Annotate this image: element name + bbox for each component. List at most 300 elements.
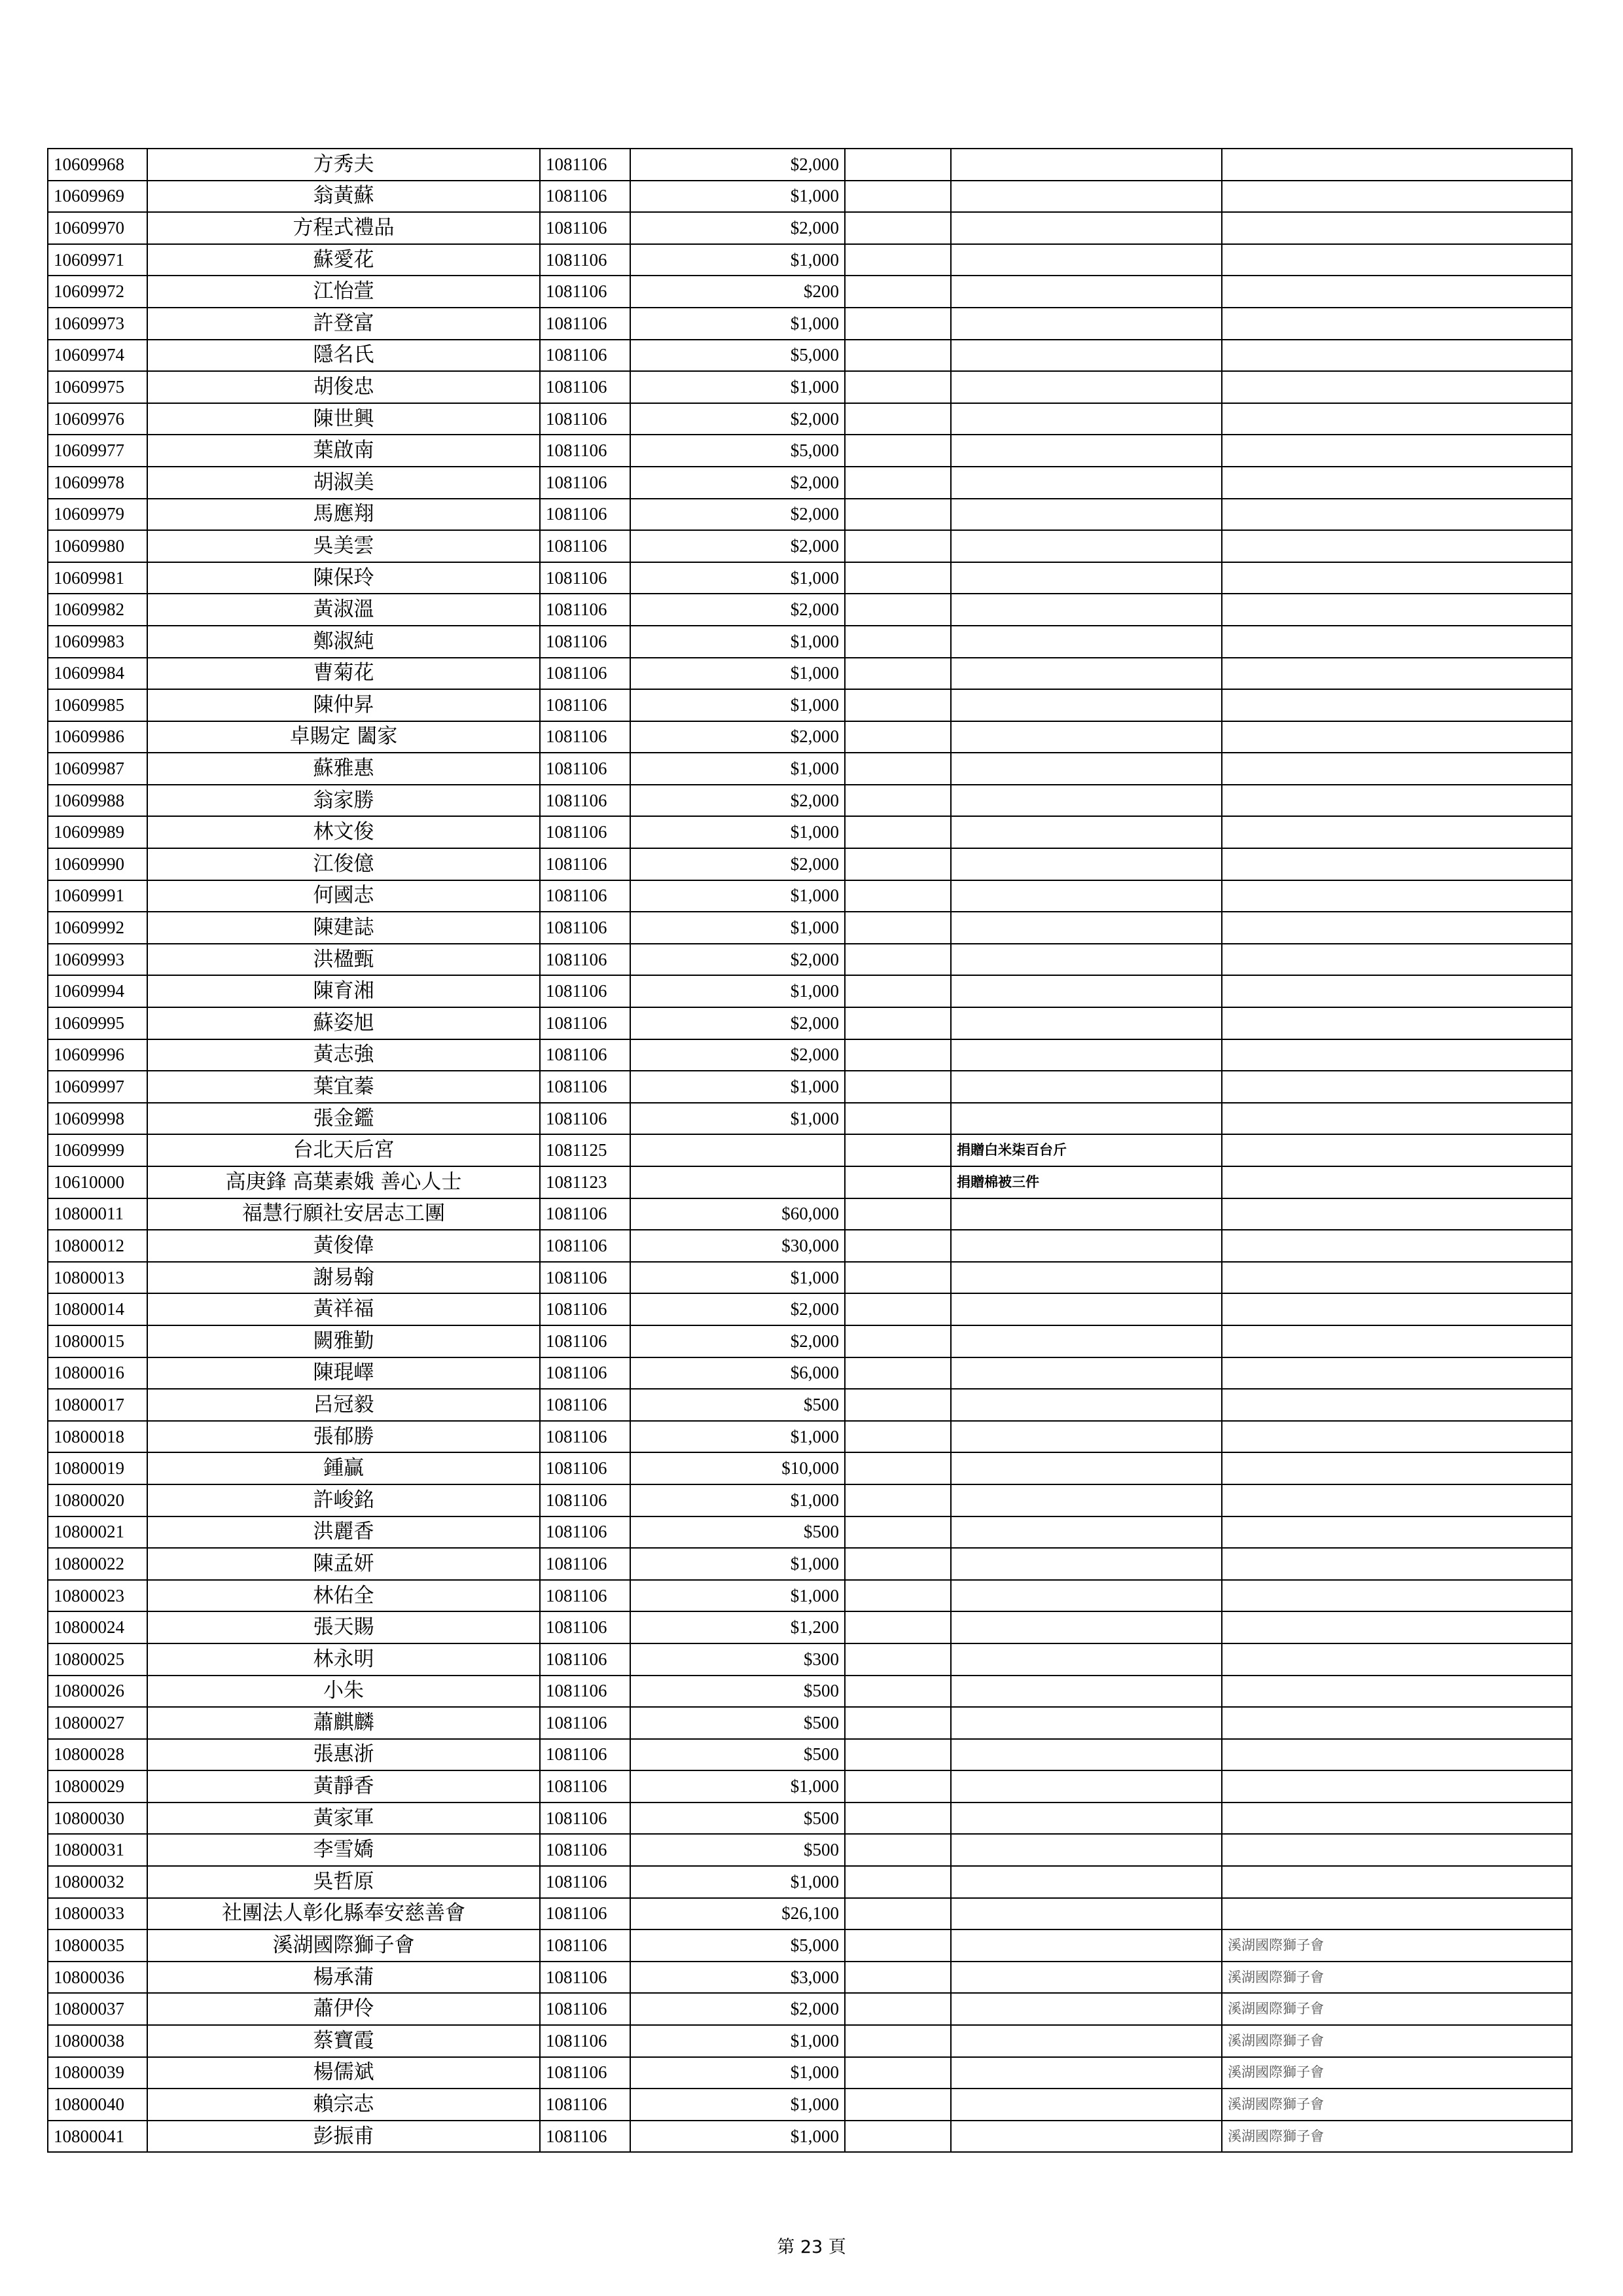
receipt-number-cell: 10609976 bbox=[48, 403, 147, 435]
donation-date-cell: 1081106 bbox=[540, 244, 630, 276]
blank-cell bbox=[845, 1389, 951, 1421]
remark-cell bbox=[1222, 1548, 1572, 1580]
blank-cell bbox=[845, 244, 951, 276]
receipt-number-cell: 10800025 bbox=[48, 1643, 147, 1676]
donor-name-cell: 蘇愛花 bbox=[147, 244, 540, 276]
remark-cell bbox=[1222, 626, 1572, 658]
in-kind-donation-cell bbox=[951, 371, 1222, 403]
in-kind-donation-cell bbox=[951, 1898, 1222, 1930]
donor-name-cell: 蕭麒麟 bbox=[147, 1707, 540, 1739]
blank-cell bbox=[845, 1770, 951, 1803]
in-kind-donation-cell bbox=[951, 816, 1222, 848]
table-row bbox=[48, 1643, 1572, 1676]
donation-amount-cell: $1,000 bbox=[630, 1866, 845, 1898]
receipt-number-cell: 10800036 bbox=[48, 1962, 147, 1994]
donor-name-cell: 胡俊忠 bbox=[147, 371, 540, 403]
in-kind-donation-cell bbox=[951, 530, 1222, 562]
donation-amount-cell: $500 bbox=[630, 1803, 845, 1835]
donation-amount-cell: $2,000 bbox=[630, 530, 845, 562]
remark-cell bbox=[1222, 944, 1572, 976]
receipt-number-cell: 10609983 bbox=[48, 626, 147, 658]
donor-name-cell: 曹菊花 bbox=[147, 658, 540, 690]
table-row bbox=[48, 1770, 1572, 1803]
donor-name-cell: 黃祥福 bbox=[147, 1293, 540, 1325]
receipt-number-cell: 10609969 bbox=[48, 181, 147, 213]
in-kind-donation-cell bbox=[951, 1452, 1222, 1484]
donation-date-cell: 1081106 bbox=[540, 658, 630, 690]
receipt-number-cell: 10610000 bbox=[48, 1166, 147, 1198]
table-row bbox=[48, 340, 1572, 372]
remark-cell bbox=[1222, 1262, 1572, 1294]
in-kind-donation-cell bbox=[951, 1198, 1222, 1230]
donation-date-cell: 1081106 bbox=[540, 276, 630, 308]
remark-cell bbox=[1222, 1166, 1572, 1198]
remark-cell bbox=[1222, 1293, 1572, 1325]
in-kind-donation-cell bbox=[951, 2121, 1222, 2153]
blank-cell bbox=[845, 1739, 951, 1771]
blank-cell bbox=[845, 1993, 951, 2025]
receipt-number-cell: 10800011 bbox=[48, 1198, 147, 1230]
donation-date-cell: 1081106 bbox=[540, 1262, 630, 1294]
blank-cell bbox=[845, 1643, 951, 1676]
donation-amount-cell: $1,000 bbox=[630, 2089, 845, 2121]
in-kind-donation-cell bbox=[951, 1389, 1222, 1421]
table-row bbox=[48, 975, 1572, 1007]
donation-date-cell: 1081106 bbox=[540, 1962, 630, 1994]
receipt-number-cell: 10800038 bbox=[48, 2025, 147, 2057]
receipt-number-cell: 10800031 bbox=[48, 1834, 147, 1866]
donor-name-cell: 張天賜 bbox=[147, 1611, 540, 1643]
blank-cell bbox=[845, 435, 951, 467]
table-row bbox=[48, 1834, 1572, 1866]
blank-cell bbox=[845, 1898, 951, 1930]
in-kind-donation-cell bbox=[951, 1611, 1222, 1643]
blank-cell bbox=[845, 1262, 951, 1294]
table-row bbox=[48, 594, 1572, 626]
donation-date-cell: 1081106 bbox=[540, 848, 630, 880]
in-kind-donation-cell bbox=[951, 594, 1222, 626]
remark-cell: 溪湖國際獅子會 bbox=[1222, 2089, 1572, 2121]
remark-cell bbox=[1222, 435, 1572, 467]
remark-cell bbox=[1222, 1230, 1572, 1262]
in-kind-donation-cell bbox=[951, 562, 1222, 594]
donation-date-cell: 1081106 bbox=[540, 1389, 630, 1421]
table-row bbox=[48, 721, 1572, 753]
blank-cell bbox=[845, 1071, 951, 1103]
donor-name-cell: 蔡寶霞 bbox=[147, 2025, 540, 2057]
blank-cell bbox=[845, 2121, 951, 2153]
donor-name-cell: 賴宗志 bbox=[147, 2089, 540, 2121]
donor-name-cell: 陳世興 bbox=[147, 403, 540, 435]
table-row bbox=[48, 467, 1572, 499]
donation-date-cell: 1081106 bbox=[540, 975, 630, 1007]
donation-amount-cell: $1,000 bbox=[630, 1580, 845, 1612]
donation-amount-cell: $1,000 bbox=[630, 371, 845, 403]
blank-cell bbox=[845, 1962, 951, 1994]
table-row bbox=[48, 689, 1572, 721]
in-kind-donation-cell bbox=[951, 1739, 1222, 1771]
remark-cell bbox=[1222, 975, 1572, 1007]
table-row bbox=[48, 499, 1572, 531]
table-row bbox=[48, 1071, 1572, 1103]
table-row bbox=[48, 880, 1572, 912]
donation-amount-cell: $500 bbox=[630, 1676, 845, 1708]
blank-cell bbox=[845, 1611, 951, 1643]
in-kind-donation-cell bbox=[951, 1866, 1222, 1898]
donation-amount-cell: $1,000 bbox=[630, 1262, 845, 1294]
in-kind-donation-cell bbox=[951, 2025, 1222, 2057]
in-kind-donation-cell bbox=[951, 1325, 1222, 1357]
donor-name-cell: 江怡萱 bbox=[147, 276, 540, 308]
in-kind-donation-cell bbox=[951, 340, 1222, 372]
blank-cell bbox=[845, 2089, 951, 2121]
donor-name-cell: 許登富 bbox=[147, 308, 540, 340]
in-kind-donation-cell bbox=[951, 1039, 1222, 1071]
donation-date-cell: 1081106 bbox=[540, 212, 630, 244]
donor-name-cell: 胡淑美 bbox=[147, 467, 540, 499]
donation-date-cell: 1081106 bbox=[540, 530, 630, 562]
remark-cell bbox=[1222, 1834, 1572, 1866]
donation-amount-cell: $1,000 bbox=[630, 658, 845, 690]
donation-amount-cell: $1,000 bbox=[630, 753, 845, 785]
blank-cell bbox=[845, 1580, 951, 1612]
table-row bbox=[48, 1993, 1572, 2025]
donation-amount-cell: $500 bbox=[630, 1516, 845, 1549]
donor-name-cell: 闕雅勤 bbox=[147, 1325, 540, 1357]
donation-amount-cell: $1,000 bbox=[630, 1770, 845, 1803]
donation-date-cell: 1081106 bbox=[540, 1834, 630, 1866]
in-kind-donation-cell bbox=[951, 1580, 1222, 1612]
donation-ledger-table bbox=[47, 148, 1573, 2153]
in-kind-donation-cell bbox=[951, 276, 1222, 308]
remark-cell bbox=[1222, 244, 1572, 276]
receipt-number-cell: 10800014 bbox=[48, 1293, 147, 1325]
receipt-number-cell: 10609987 bbox=[48, 753, 147, 785]
donation-amount-cell: $500 bbox=[630, 1389, 845, 1421]
donation-date-cell: 1081106 bbox=[540, 912, 630, 944]
blank-cell bbox=[845, 1516, 951, 1549]
receipt-number-cell: 10800035 bbox=[48, 1929, 147, 1962]
blank-cell bbox=[845, 848, 951, 880]
receipt-number-cell: 10800017 bbox=[48, 1389, 147, 1421]
blank-cell bbox=[845, 689, 951, 721]
blank-cell bbox=[845, 1166, 951, 1198]
remark-cell bbox=[1222, 1039, 1572, 1071]
receipt-number-cell: 10609997 bbox=[48, 1071, 147, 1103]
receipt-number-cell: 10609970 bbox=[48, 212, 147, 244]
table-row bbox=[48, 626, 1572, 658]
donation-amount-cell: $1,000 bbox=[630, 1421, 845, 1453]
donation-date-cell: 1081106 bbox=[540, 1007, 630, 1039]
receipt-number-cell: 10609988 bbox=[48, 785, 147, 817]
donation-amount-cell: $2,000 bbox=[630, 212, 845, 244]
blank-cell bbox=[845, 1293, 951, 1325]
in-kind-donation-cell bbox=[951, 658, 1222, 690]
in-kind-donation-cell bbox=[951, 1516, 1222, 1549]
remark-cell bbox=[1222, 1071, 1572, 1103]
donation-amount-cell: $1,000 bbox=[630, 1484, 845, 1516]
blank-cell bbox=[845, 1134, 951, 1166]
donation-amount-cell: $1,000 bbox=[630, 975, 845, 1007]
table-row bbox=[48, 1007, 1572, 1039]
in-kind-donation-cell bbox=[951, 403, 1222, 435]
table-row bbox=[48, 212, 1572, 244]
receipt-number-cell: 10609978 bbox=[48, 467, 147, 499]
table-row bbox=[48, 785, 1572, 817]
blank-cell bbox=[845, 1103, 951, 1135]
donor-name-cell: 黃淑溫 bbox=[147, 594, 540, 626]
donor-name-cell: 楊儒斌 bbox=[147, 2057, 540, 2089]
donation-amount-cell: $1,000 bbox=[630, 1071, 845, 1103]
donor-name-cell: 高庚鋒 高葉素娥 善心人士 bbox=[147, 1166, 540, 1198]
donor-name-cell: 吳美雲 bbox=[147, 530, 540, 562]
donation-date-cell: 1081106 bbox=[540, 1516, 630, 1549]
donation-amount-cell: $2,000 bbox=[630, 594, 845, 626]
ledger-body bbox=[48, 149, 1572, 2152]
donor-name-cell: 陳保玲 bbox=[147, 562, 540, 594]
blank-cell bbox=[845, 276, 951, 308]
table-row bbox=[48, 1230, 1572, 1262]
donation-amount-cell: $26,100 bbox=[630, 1898, 845, 1930]
in-kind-donation-cell bbox=[951, 1357, 1222, 1390]
in-kind-donation-cell bbox=[951, 721, 1222, 753]
donation-date-cell: 1081106 bbox=[540, 1739, 630, 1771]
receipt-number-cell: 10609986 bbox=[48, 721, 147, 753]
receipt-number-cell: 10800033 bbox=[48, 1898, 147, 1930]
remark-cell bbox=[1222, 848, 1572, 880]
table-row bbox=[48, 371, 1572, 403]
blank-cell bbox=[845, 1676, 951, 1708]
blank-cell bbox=[845, 944, 951, 976]
remark-cell bbox=[1222, 689, 1572, 721]
receipt-number-cell: 10609990 bbox=[48, 848, 147, 880]
donation-amount-cell: $2,000 bbox=[630, 1993, 845, 2025]
blank-cell bbox=[845, 340, 951, 372]
donor-name-cell: 江俊億 bbox=[147, 848, 540, 880]
donor-name-cell: 葉啟南 bbox=[147, 435, 540, 467]
donor-name-cell: 翁家勝 bbox=[147, 785, 540, 817]
remark-cell bbox=[1222, 912, 1572, 944]
donation-amount-cell: $2,000 bbox=[630, 1325, 845, 1357]
table-row bbox=[48, 848, 1572, 880]
blank-cell bbox=[845, 753, 951, 785]
in-kind-donation-cell bbox=[951, 1103, 1222, 1135]
receipt-number-cell: 10800012 bbox=[48, 1230, 147, 1262]
in-kind-donation-cell bbox=[951, 1834, 1222, 1866]
blank-cell bbox=[845, 785, 951, 817]
receipt-number-cell: 10609982 bbox=[48, 594, 147, 626]
donation-amount-cell: $500 bbox=[630, 1707, 845, 1739]
donation-date-cell: 1081106 bbox=[540, 753, 630, 785]
donor-name-cell: 呂冠毅 bbox=[147, 1389, 540, 1421]
donation-amount-cell: $2,000 bbox=[630, 499, 845, 531]
receipt-number-cell: 10800019 bbox=[48, 1452, 147, 1484]
donation-amount-cell: $500 bbox=[630, 1739, 845, 1771]
blank-cell bbox=[845, 1007, 951, 1039]
donation-date-cell: 1081106 bbox=[540, 816, 630, 848]
receipt-number-cell: 10800029 bbox=[48, 1770, 147, 1803]
donor-name-cell: 陳仲昇 bbox=[147, 689, 540, 721]
remark-cell bbox=[1222, 785, 1572, 817]
donation-amount-cell: $60,000 bbox=[630, 1198, 845, 1230]
blank-cell bbox=[845, 181, 951, 213]
donor-name-cell: 蕭伊伶 bbox=[147, 1993, 540, 2025]
table-row bbox=[48, 944, 1572, 976]
receipt-number-cell: 10800020 bbox=[48, 1484, 147, 1516]
remark-cell bbox=[1222, 1421, 1572, 1453]
donation-date-cell: 1081106 bbox=[540, 1611, 630, 1643]
table-row bbox=[48, 1134, 1572, 1166]
donation-date-cell: 1081106 bbox=[540, 467, 630, 499]
table-row bbox=[48, 1293, 1572, 1325]
donor-name-cell: 林永明 bbox=[147, 1643, 540, 1676]
receipt-number-cell: 10609975 bbox=[48, 371, 147, 403]
table-row bbox=[48, 753, 1572, 785]
remark-cell bbox=[1222, 530, 1572, 562]
donation-date-cell: 1081106 bbox=[540, 785, 630, 817]
donation-date-cell: 1081106 bbox=[540, 1230, 630, 1262]
remark-cell bbox=[1222, 1325, 1572, 1357]
donation-amount-cell: $1,000 bbox=[630, 2057, 845, 2089]
donation-amount-cell: $2,000 bbox=[630, 467, 845, 499]
remark-cell bbox=[1222, 1198, 1572, 1230]
donation-date-cell: 1081106 bbox=[540, 2089, 630, 2121]
donor-name-cell: 洪楹甄 bbox=[147, 944, 540, 976]
in-kind-donation-cell bbox=[951, 1007, 1222, 1039]
in-kind-donation-cell bbox=[951, 435, 1222, 467]
donation-date-cell: 1081123 bbox=[540, 1166, 630, 1198]
table-row bbox=[48, 1452, 1572, 1484]
donation-date-cell: 1081106 bbox=[540, 499, 630, 531]
donation-date-cell: 1081106 bbox=[540, 2121, 630, 2153]
in-kind-donation-cell bbox=[951, 785, 1222, 817]
donor-name-cell: 黃家軍 bbox=[147, 1803, 540, 1835]
donation-date-cell: 1081106 bbox=[540, 1770, 630, 1803]
blank-cell bbox=[845, 149, 951, 181]
donation-date-cell: 1081106 bbox=[540, 1071, 630, 1103]
blank-cell bbox=[845, 212, 951, 244]
remark-cell bbox=[1222, 1898, 1572, 1930]
donor-name-cell: 鄭淑純 bbox=[147, 626, 540, 658]
remark-cell bbox=[1222, 212, 1572, 244]
table-row bbox=[48, 1357, 1572, 1390]
table-row bbox=[48, 658, 1572, 690]
remark-cell: 溪湖國際獅子會 bbox=[1222, 1993, 1572, 2025]
table-row bbox=[48, 2121, 1572, 2153]
receipt-number-cell: 10800030 bbox=[48, 1803, 147, 1835]
table-row bbox=[48, 816, 1572, 848]
table-row bbox=[48, 1580, 1572, 1612]
in-kind-donation-cell bbox=[951, 1293, 1222, 1325]
receipt-number-cell: 10609972 bbox=[48, 276, 147, 308]
in-kind-donation-cell bbox=[951, 1643, 1222, 1676]
donor-name-cell: 洪麗香 bbox=[147, 1516, 540, 1549]
remark-cell bbox=[1222, 1134, 1572, 1166]
in-kind-donation-cell bbox=[951, 181, 1222, 213]
blank-cell bbox=[845, 1707, 951, 1739]
in-kind-donation-cell bbox=[951, 626, 1222, 658]
table-row bbox=[48, 308, 1572, 340]
donation-amount-cell: $2,000 bbox=[630, 785, 845, 817]
table-row bbox=[48, 912, 1572, 944]
donation-amount-cell: $2,000 bbox=[630, 1007, 845, 1039]
donation-date-cell: 1081106 bbox=[540, 435, 630, 467]
donation-amount-cell: $2,000 bbox=[630, 721, 845, 753]
donation-date-cell: 1081106 bbox=[540, 1803, 630, 1835]
donor-name-cell: 吳哲原 bbox=[147, 1866, 540, 1898]
blank-cell bbox=[845, 1834, 951, 1866]
donor-name-cell: 黃俊偉 bbox=[147, 1230, 540, 1262]
donor-name-cell: 陳琨嶧 bbox=[147, 1357, 540, 1390]
in-kind-donation-cell bbox=[951, 848, 1222, 880]
donation-date-cell: 1081106 bbox=[540, 1580, 630, 1612]
donor-name-cell: 謝易翰 bbox=[147, 1262, 540, 1294]
donor-name-cell: 社團法人彰化縣奉安慈善會 bbox=[147, 1898, 540, 1930]
remark-cell bbox=[1222, 1739, 1572, 1771]
blank-cell bbox=[845, 371, 951, 403]
receipt-number-cell: 10800028 bbox=[48, 1739, 147, 1771]
remark-cell bbox=[1222, 1580, 1572, 1612]
donation-date-cell: 1081106 bbox=[540, 1452, 630, 1484]
receipt-number-cell: 10609985 bbox=[48, 689, 147, 721]
in-kind-donation-cell bbox=[951, 499, 1222, 531]
receipt-number-cell: 10609995 bbox=[48, 1007, 147, 1039]
blank-cell bbox=[845, 912, 951, 944]
in-kind-donation-cell bbox=[951, 753, 1222, 785]
receipt-number-cell: 10800039 bbox=[48, 2057, 147, 2089]
receipt-number-cell: 10609981 bbox=[48, 562, 147, 594]
table-row bbox=[48, 181, 1572, 213]
blank-cell bbox=[845, 816, 951, 848]
donation-amount-cell: $2,000 bbox=[630, 848, 845, 880]
donation-amount-cell: $5,000 bbox=[630, 435, 845, 467]
in-kind-donation-cell bbox=[951, 1676, 1222, 1708]
receipt-number-cell: 10609974 bbox=[48, 340, 147, 372]
blank-cell bbox=[845, 403, 951, 435]
table-row bbox=[48, 1421, 1572, 1453]
table-row bbox=[48, 1166, 1572, 1198]
receipt-number-cell: 10800026 bbox=[48, 1676, 147, 1708]
blank-cell bbox=[845, 658, 951, 690]
donor-name-cell: 李雪嬌 bbox=[147, 1834, 540, 1866]
table-row bbox=[48, 435, 1572, 467]
donation-date-cell: 1081106 bbox=[540, 1643, 630, 1676]
donation-date-cell: 1081106 bbox=[540, 2057, 630, 2089]
receipt-number-cell: 10800022 bbox=[48, 1548, 147, 1580]
blank-cell bbox=[845, 499, 951, 531]
remark-cell bbox=[1222, 880, 1572, 912]
receipt-number-cell: 10800041 bbox=[48, 2121, 147, 2153]
blank-cell bbox=[845, 1866, 951, 1898]
remark-cell bbox=[1222, 1007, 1572, 1039]
table-row bbox=[48, 1707, 1572, 1739]
donation-date-cell: 1081106 bbox=[540, 340, 630, 372]
donor-name-cell: 翁黃蘇 bbox=[147, 181, 540, 213]
blank-cell bbox=[845, 1039, 951, 1071]
remark-cell bbox=[1222, 1676, 1572, 1708]
donor-name-cell: 蘇雅惠 bbox=[147, 753, 540, 785]
table-row bbox=[48, 1898, 1572, 1930]
table-row bbox=[48, 1803, 1572, 1835]
receipt-number-cell: 10800013 bbox=[48, 1262, 147, 1294]
donation-amount-cell: $1,000 bbox=[630, 2121, 845, 2153]
remark-cell bbox=[1222, 149, 1572, 181]
in-kind-donation-cell bbox=[951, 1484, 1222, 1516]
in-kind-donation-cell bbox=[951, 1548, 1222, 1580]
remark-cell bbox=[1222, 753, 1572, 785]
receipt-number-cell: 10800027 bbox=[48, 1707, 147, 1739]
donation-amount-cell: $1,000 bbox=[630, 2025, 845, 2057]
